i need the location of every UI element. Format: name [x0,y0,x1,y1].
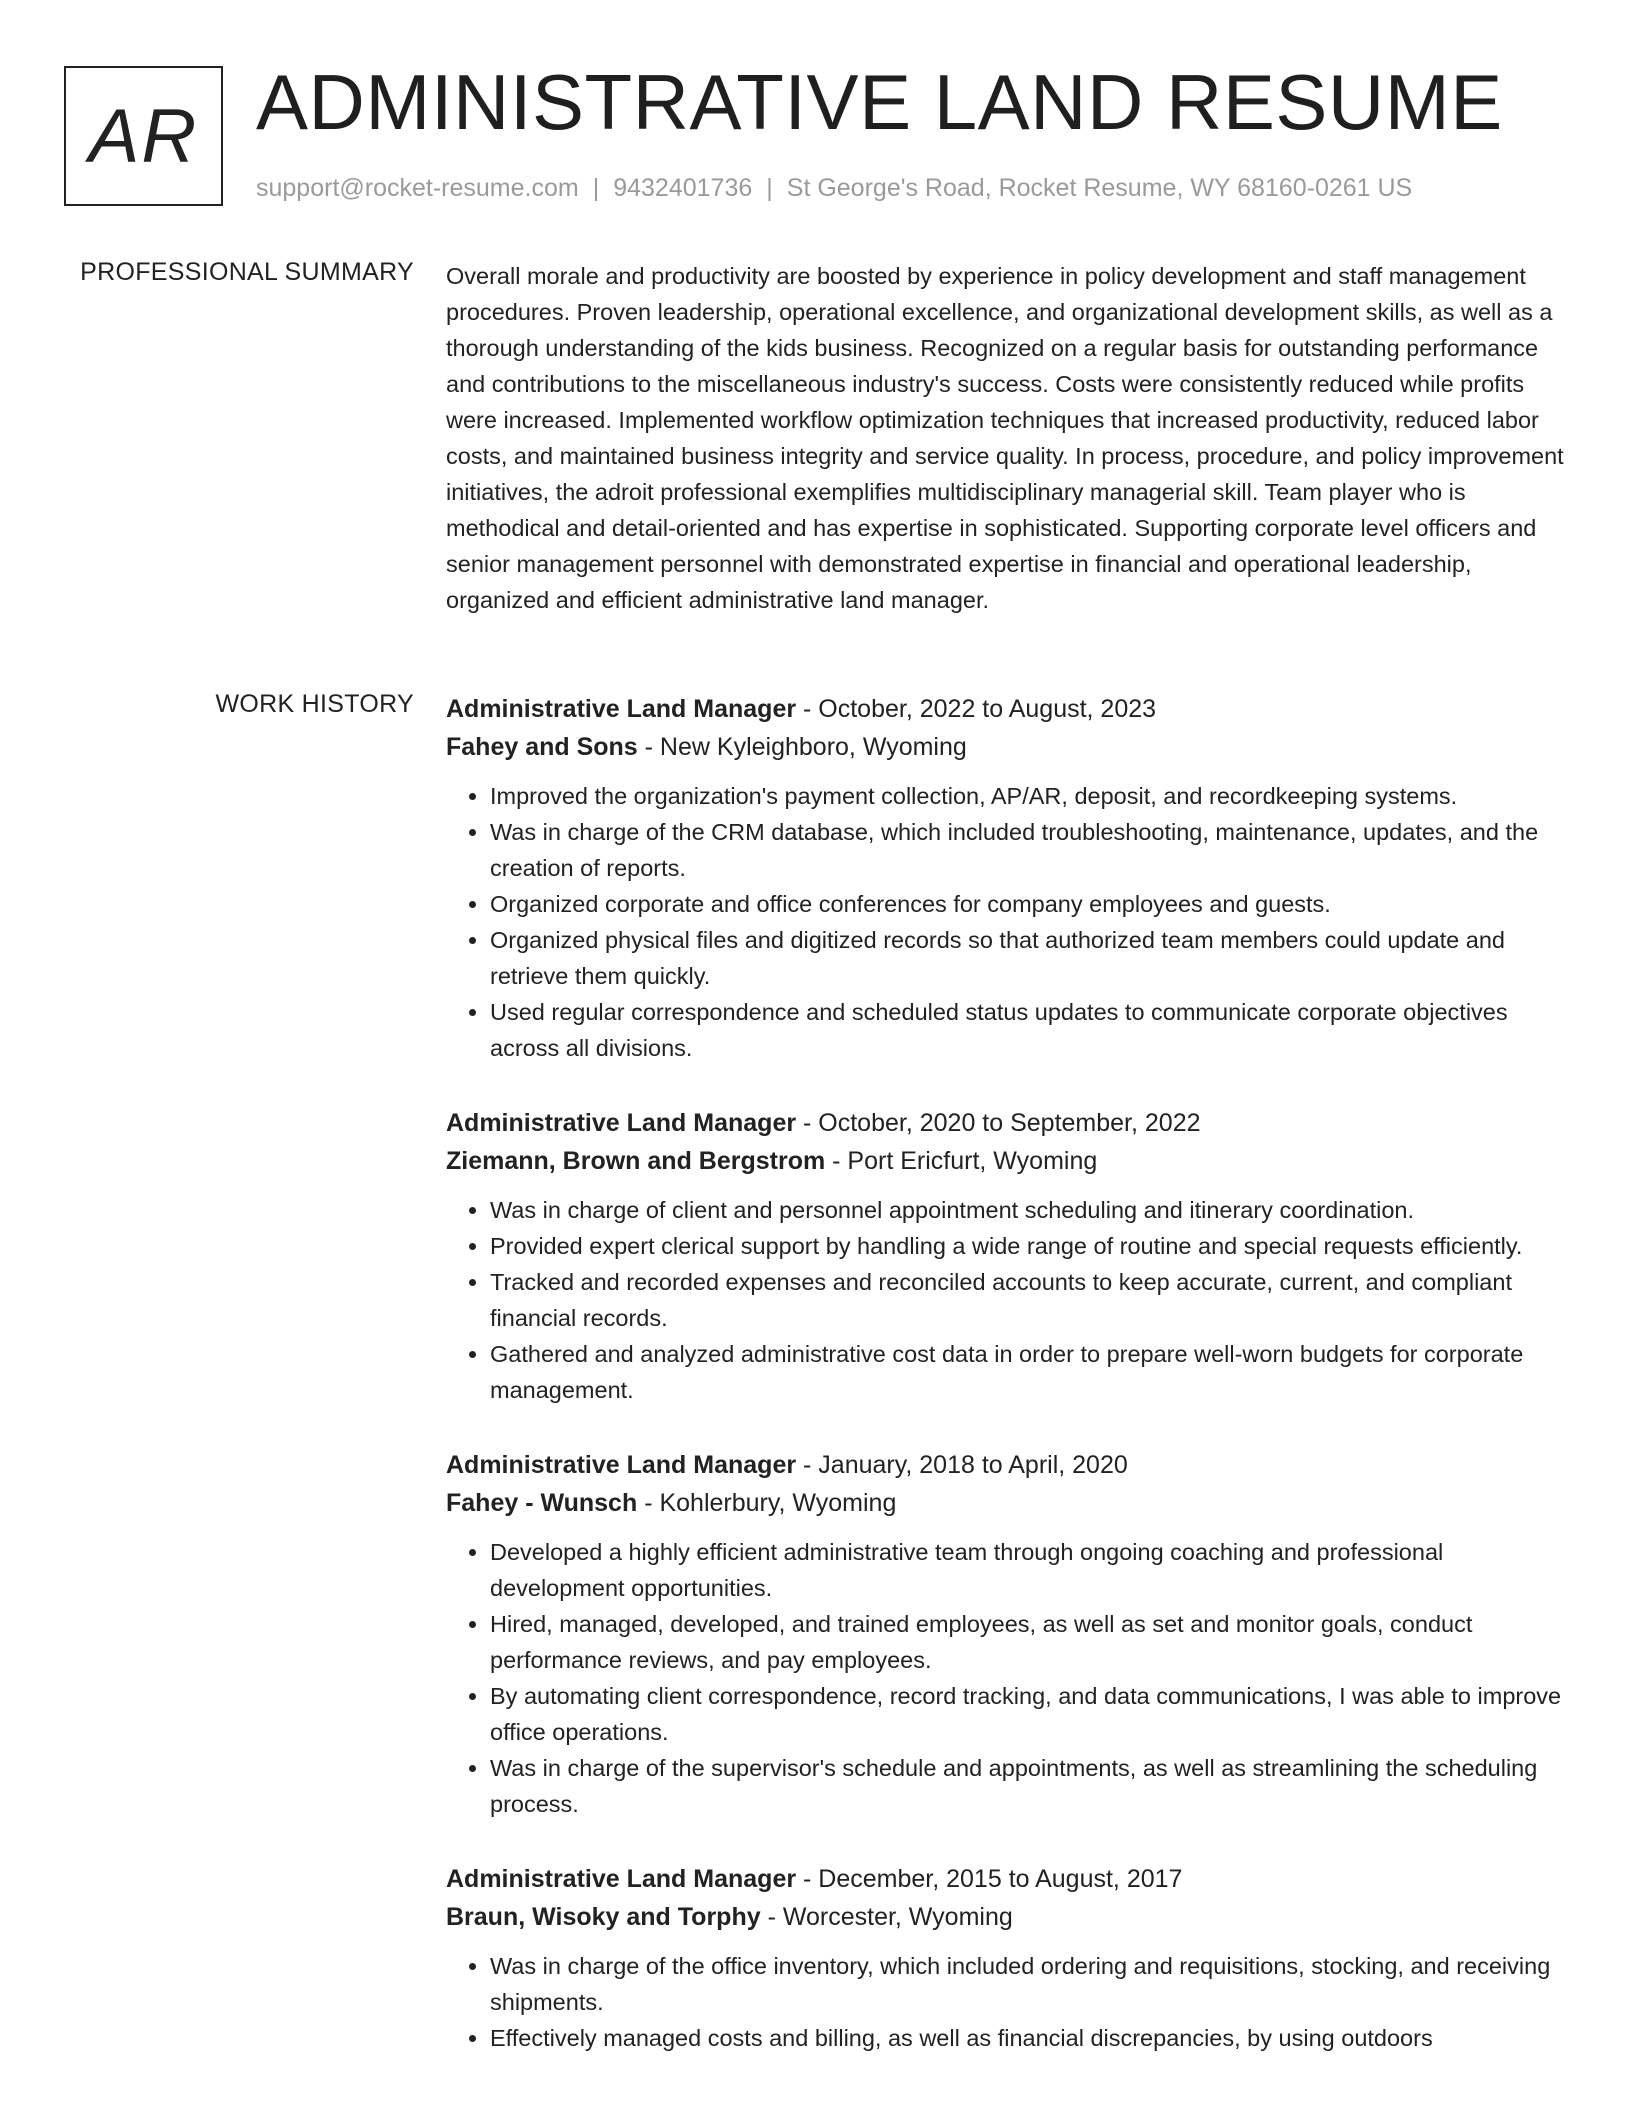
job-company: Braun, Wisoky and Torphy [446,1903,761,1931]
work-history-heading: WORK HISTORY [215,690,414,718]
contact-separator: | [592,174,600,202]
job-bullet-list [446,1192,1566,1408]
job-bullet: • Improved the organization's payment collection, AP/AR, deposit, and recordkeeping systems. [490,778,1566,814]
job-bullet: • Provided expert clerical support by handling a wide range of routine and special requests efficiently. [490,1228,1566,1264]
job-bullet: • Was in charge of client and personnel appointment scheduling and itinerary coordination. [490,1192,1566,1228]
job-title-line [446,1104,1566,1142]
job-location: - New Kyleighboro, Wyoming [637,733,967,761]
job-entry [446,1104,1566,1408]
job-bullet: • Tracked and recorded expenses and reconciled accounts to keep accurate, current, and compliant financial records. [490,1264,1566,1336]
summary-text: Overall morale and productivity are boosted by experience in policy development and staff management procedures. Proven leadership, operational excellence, and organizational development skills, as well as a thorough understanding of the kids business. Recognized on a regular basis for outstanding performance and contributions to the miscellaneous industry's success. Costs were consistently reduced while profits were increased. Implemented workflow optimization techniques that increased productivity, reduced labor costs, and maintained business integrity and service quality. In process, procedure, and policy improvement initiatives, the adroit professional exemplifies multidisciplinary managerial skill. Team player who is methodical and detail-oriented and has expertise in sophisticated. Supporting corporate level officers and senior management personnel with demonstrated expertise in financial and operational leadership, organized and efficient administrative land manager. [446,263,1564,613]
monogram-badge: AR [64,66,223,206]
job-bullet: • By automating client correspondence, record tracking, and data communications, I was able to improve office operations. [490,1678,1566,1750]
job-company-line [446,728,1566,766]
contact-address: St George's Road, Rocket Resume, WY 68160-0261 US [786,174,1413,202]
work-history-body [446,690,1566,2094]
job-dates: - October, 2020 to September, 2022 [796,1109,1201,1137]
job-title: Administrative Land Manager [446,1865,797,1893]
job-dates: - October, 2022 to August, 2023 [796,695,1157,723]
job-company: Ziemann, Brown and Bergstrom [446,1147,826,1175]
job-company: Fahey and Sons [446,733,638,761]
job-location: - Worcester, Wyoming [760,1903,1013,1931]
job-bullet-list [446,1534,1566,1822]
job-location: - Port Ericfurt, Wyoming [825,1147,1098,1175]
contact-line [256,174,1412,203]
contact-phone: 9432401736 [613,174,753,202]
job-bullet: • Was in charge of the office inventory, which included ordering and requisitions, stocking, and receiving shipments. [490,1948,1566,2020]
job-bullet: • Was in charge of the CRM database, which included troubleshooting, maintenance, updates, and the creation of reports. [490,814,1566,886]
resume-title: ADMINISTRATIVE LAND RESUME [256,58,1503,146]
summary-heading: PROFESSIONAL SUMMARY [80,258,414,286]
job-title-line [446,690,1566,728]
job-bullet-list [446,778,1566,1066]
job-bullet: • Hired, managed, developed, and trained employees, as well as set and monitor goals, conduct performance reviews, and pay employees. [490,1606,1566,1678]
job-company: Fahey - Wunsch [446,1489,638,1517]
summary-body [446,258,1566,618]
job-bullet: • Gathered and analyzed administrative cost data in order to prepare well-worn budgets for corporate management. [490,1336,1566,1408]
job-title-line [446,1446,1566,1484]
job-bullet-list [446,1948,1566,2056]
job-title: Administrative Land Manager [446,1451,797,1479]
job-company-line [446,1142,1566,1180]
job-company-line [446,1898,1566,1936]
job-bullet: • Organized physical files and digitized records so that authorized team members could update and retrieve them quickly. [490,922,1566,994]
job-bullet: • Was in charge of the supervisor's schedule and appointments, as well as streamlining the scheduling process. [490,1750,1566,1822]
job-dates: - January, 2018 to April, 2020 [796,1451,1128,1479]
job-location: - Kohlerbury, Wyoming [637,1489,897,1517]
contact-email: support@rocket-resume.com [256,174,579,202]
job-entry [446,1446,1566,1822]
job-title: Administrative Land Manager [446,695,797,723]
job-entry [446,1860,1566,2056]
job-dates: - December, 2015 to August, 2017 [796,1865,1183,1893]
job-company-line [446,1484,1566,1522]
job-bullet: • Used regular correspondence and scheduled status updates to communicate corporate objectives across all divisions. [490,994,1566,1066]
job-title-line [446,1860,1566,1898]
job-bullet: • Developed a highly efficient administrative team through ongoing coaching and professional development opportunities. [490,1534,1566,1606]
job-entry [446,690,1566,1066]
job-bullet: • Organized corporate and office conferences for company employees and guests. [490,886,1566,922]
contact-separator: | [766,174,773,202]
job-bullet: • Effectively managed costs and billing, as well as financial discrepancies, by using outdoors [490,2020,1566,2056]
job-title: Administrative Land Manager [446,1109,797,1137]
